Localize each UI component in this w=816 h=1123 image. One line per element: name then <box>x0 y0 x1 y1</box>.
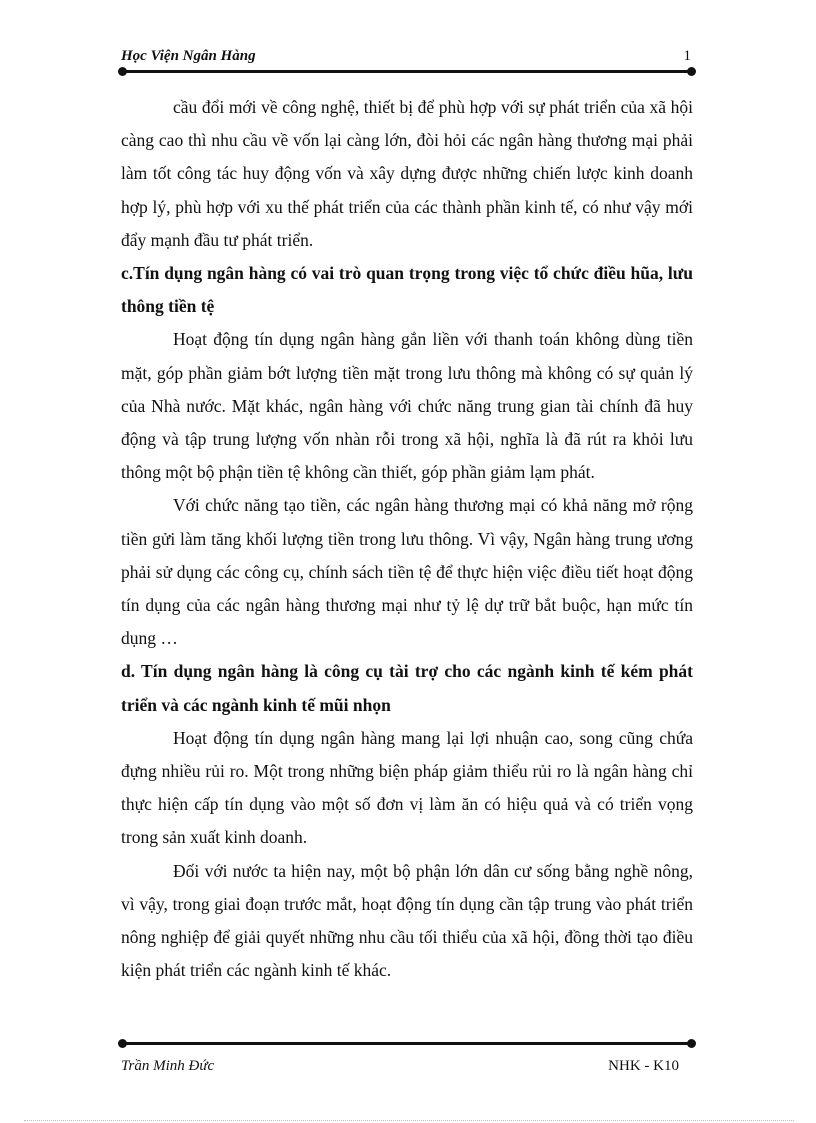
paragraph: Hoạt động tín dụng ngân hàng mang lại lợi nhuận cao, song cũng chứa đựng nhiều rủi ro. Một trong những biện pháp giảm thiểu rủi ro là ngân hàng chỉ thực hiện cấp tín dụng vào một số đơn vị làm ăn có hiệu quả và có triển vọng trong sản xuất kinh doanh. <box>121 727 693 848</box>
footer-rule <box>121 1042 693 1045</box>
header-rule <box>121 70 693 73</box>
paragraph: cầu đổi mới về công nghệ, thiết bị để phù hợp với sự phát triển của xã hội càng cao thì nhu cầu về vốn lại càng lớn, đòi hỏi các ngân hàng thương mại phải làm tốt công tác huy động vốn và xây dựng được những chiến lược kinh doanh hợp lý, phù hợp với xu thế phát triển của các thành phần kinh tế, có như vậy mới đẩy mạnh đầu tư phát triển. <box>121 97 693 250</box>
paragraph: Hoạt động tín dụng ngân hàng gắn liền với thanh toán không dùng tiền mặt, góp phần giảm bớt lượng tiền mặt trong lưu thông mà không có sự quản lý của Nhà nước. Mặt khác, ngân hàng với chức năng trung gian tài chính đã huy động và tập trung lượng vốn nhàn rỗi trong xã hội, nghĩa là đã rút ra khỏi lưu thông một bộ phận tiền tệ không cần thiết, góp phần giảm lạm phát. <box>121 329 693 483</box>
page-bottom-border <box>24 1120 794 1121</box>
page-number: 1 <box>683 48 691 64</box>
footer-author: Trần Minh Đức <box>121 1058 215 1074</box>
section-heading-c: c.Tín dụng ngân hàng có vai trò quan trọng trong việc tổ chức điều hũa, lưu thông tiền tệ <box>121 263 693 317</box>
document-body <box>121 91 693 987</box>
section-heading-d: d. Tín dụng ngân hàng là công cụ tài trợ cho các ngành kinh tế kém phát triển và các ngành kinh tế mũi nhọn <box>121 661 693 715</box>
paragraph: Đối với nước ta hiện nay, một bộ phận lớn dân cư sống bằng nghề nông, vì vậy, trong giai đoạn trước mắt, hoạt động tín dụng cần tập trung vào phát triển nông nghiệp để giải quyết những nhu cầu tối thiểu của xã hội, đồng thời tạo điều kiện phát triển các ngành kinh tế khác. <box>121 860 693 981</box>
page-footer <box>121 1058 693 1080</box>
header-institution: Học Viện Ngân Hàng <box>121 48 256 64</box>
page-header <box>121 48 693 68</box>
footer-class: NHK - K10 <box>608 1058 679 1074</box>
paragraph: Với chức năng tạo tiền, các ngân hàng thương mại có khả năng mở rộng tiền gửi làm tăng khối lượng tiền trong lưu thông. Vì vậy, Ngân hàng trung ương phải sử dụng các công cụ, chính sách tiền tệ để thực hiện việc điều tiết hoạt động tín dụng của các ngân hàng thương mại như tỷ lệ dự trữ bắt buộc, hạn mức tín dụng … <box>121 495 693 649</box>
